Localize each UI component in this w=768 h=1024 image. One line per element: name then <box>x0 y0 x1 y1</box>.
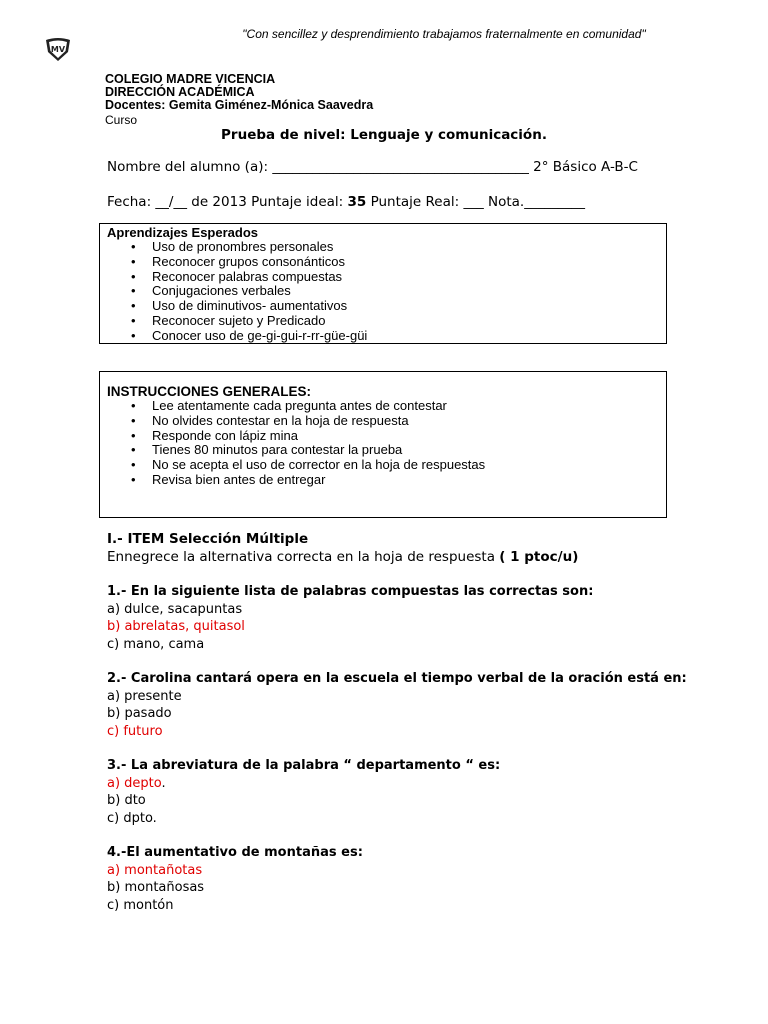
list-item: • Conjugaciones verbales <box>152 284 666 299</box>
school-shield-icon <box>45 37 71 61</box>
list-item: • Tienes 80 minutos para contestar la prueba <box>152 443 666 458</box>
instructions-list <box>100 399 666 488</box>
learning-objectives-box <box>99 223 667 344</box>
question-text: 2.- Carolina cantará opera en la escuela el tiempo verbal de la oración está en: <box>107 671 687 686</box>
option-c: c) dpto. <box>107 810 157 826</box>
date-label: Fecha: __/__ de 2013 Puntaje ideal: <box>107 194 348 210</box>
list-item: • Reconocer sujeto y Predicado <box>152 314 666 329</box>
question-2 <box>107 670 687 740</box>
school-motto: "Con sencillez y desprendimiento trabajamos fraternalmente en comunidad" <box>242 27 646 41</box>
section-title <box>107 531 308 549</box>
date-score-line <box>107 194 585 210</box>
list-item: • Conocer uso de ge-gi-gui-r-rr-güe-güi <box>152 329 666 344</box>
school-name: COLEGIO MADRE VICENCIA <box>105 72 276 86</box>
test-title: Prueba de nivel: Lenguaje y comunicación. <box>221 127 547 143</box>
question-text: 1.- En la siguiente lista de palabras compuestas las correctas son: <box>107 584 594 599</box>
option-b: b) pasado <box>107 706 172 721</box>
ideal-score: 35 <box>347 194 367 210</box>
option-c: c) montón <box>107 897 174 913</box>
question-4 <box>107 844 363 914</box>
list-item: • Revisa bien antes de entregar <box>152 473 666 488</box>
option-a: a) dulce, sacapuntas <box>107 601 243 617</box>
list-item: • No olvides contestar en la hoja de respuesta <box>152 414 666 429</box>
question-text: 3.- La abreviatura de la palabra “ departamento “ es: <box>107 758 501 773</box>
learning-heading: Aprendizajes Esperados <box>107 225 258 240</box>
option-a-correct: a) depto <box>107 775 162 791</box>
option-a-period: . <box>161 775 166 791</box>
real-score-grade: Puntaje Real: ___ Nota._________ <box>366 194 585 210</box>
option-c-correct: c) futuro <box>107 723 163 739</box>
option-b: b) montañosas <box>107 880 205 895</box>
instructions-heading: INSTRUCCIONES GENERALES: <box>107 384 312 399</box>
option-a: a) presente <box>107 688 182 704</box>
points-per-item: ( 1 ptoc/u) <box>499 549 579 565</box>
student-name-line: Nombre del alumno (a): ______________________________________ 2° Básico A-B-C <box>107 159 638 175</box>
teachers-line: Docentes: Gemita Giménez-Mónica Saavedra <box>105 98 374 112</box>
general-instructions-box <box>99 371 667 518</box>
list-item: • Reconocer palabras compuestas <box>152 270 666 285</box>
list-item: • Reconocer grupos consonánticos <box>152 255 666 270</box>
option-b: b) dto <box>107 793 146 808</box>
learning-list <box>100 240 666 344</box>
question-1 <box>107 583 593 653</box>
list-item: • Uso de pronombres personales <box>152 240 666 255</box>
list-item: • Uso de diminutivos- aumentativos <box>152 299 666 314</box>
list-item: • No se acepta el uso de corrector en la hoja de respuestas <box>152 458 666 473</box>
question-text: 4.-El aumentativo de montañas es: <box>107 845 363 860</box>
option-a-row <box>107 775 500 793</box>
option-b-correct: b) abrelatas, quitasol <box>107 619 245 634</box>
list-item: • Responde con lápiz mina <box>152 429 666 444</box>
section-title-text: I.- ITEM Selección Múltiple <box>107 531 309 547</box>
section-instruction <box>107 549 578 567</box>
section-instruction-text: Ennegrece la alternativa correcta en la hoja de respuesta <box>107 549 500 565</box>
list-item: • Lee atentamente cada pregunta antes de contestar <box>152 399 666 414</box>
question-3 <box>107 757 500 827</box>
clipped-text-fragment: Curso <box>105 113 138 127</box>
option-a-correct: a) montañotas <box>107 862 203 878</box>
option-c: c) mano, cama <box>107 636 205 652</box>
department-name: DIRECCIÓN ACADÉMICA <box>105 85 255 99</box>
svg-text:MV: MV <box>50 45 66 54</box>
